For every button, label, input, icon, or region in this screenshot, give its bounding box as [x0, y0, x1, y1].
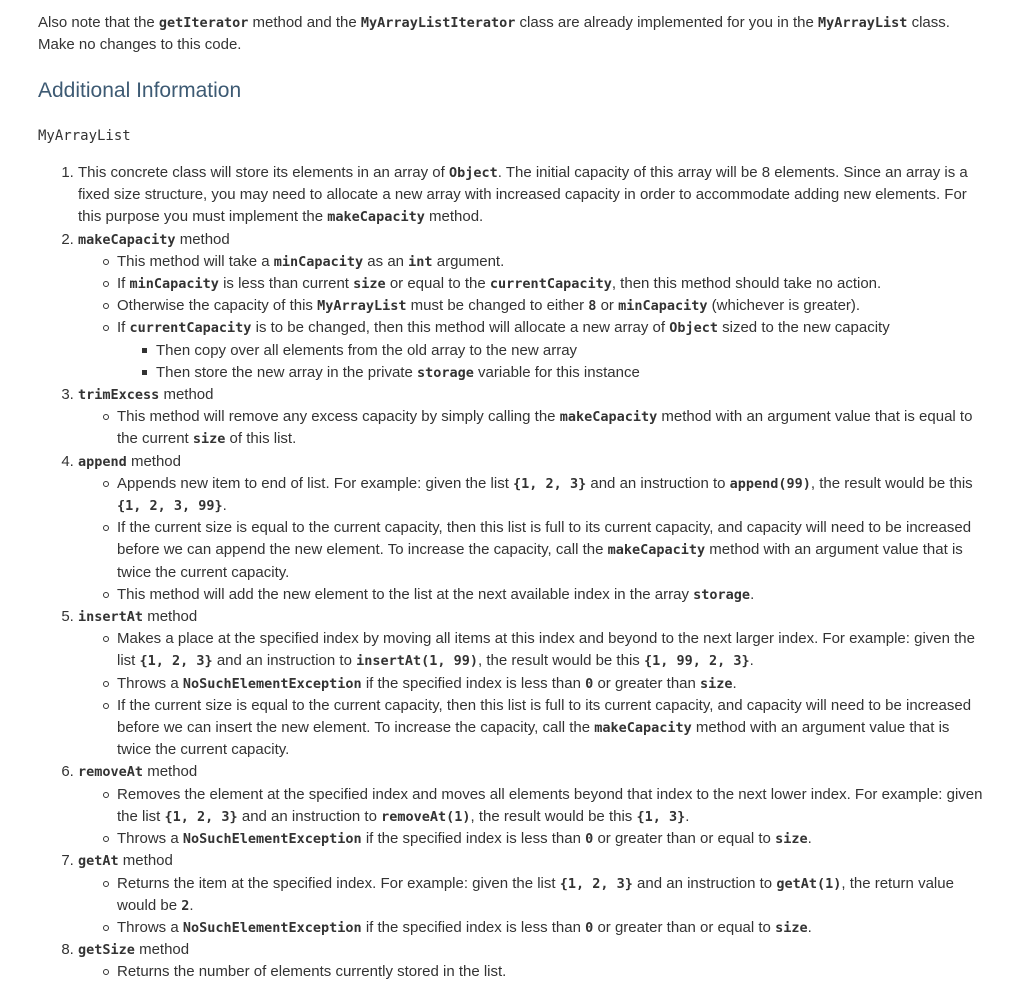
inline-code: 8 [588, 298, 597, 315]
bullet-item [117, 828, 986, 850]
bullet-item [117, 695, 986, 762]
text-segment: If [117, 275, 130, 293]
inline-code: 0 [585, 919, 594, 936]
inline-code: {1, 2, 3} [559, 875, 633, 892]
method-name: insertAt [78, 609, 144, 626]
inline-code: {1, 2, 3} [164, 808, 238, 825]
inline-code: NoSuchElementException [182, 831, 362, 848]
text-segment: This method will remove any excess capacity by simply calling the [117, 408, 560, 426]
bullet-list [78, 473, 986, 606]
list-item [78, 850, 986, 939]
method-name: trimExcess [78, 387, 160, 404]
section-heading: Additional Information [38, 79, 242, 102]
text-segment: method with an argument value that is twice the current capacity. [117, 541, 963, 581]
bullet-item [117, 628, 986, 672]
inline-code: {1, 2, 3} [139, 653, 213, 670]
text-segment: . [807, 918, 812, 936]
intro-text: class. Make no changes to this code. [38, 14, 950, 53]
text-segment: if the specified index is less than [361, 918, 586, 936]
text-segment: If [117, 319, 130, 337]
inline-code: append(99) [729, 475, 811, 492]
method-suffix: method [118, 852, 173, 870]
text-segment: Makes a place at the specified index by moving all items at this index and beyond to the next larger index. For example: given the list [117, 630, 975, 670]
intro-paragraph [38, 12, 986, 56]
method-suffix: method [175, 230, 230, 248]
list-item-text [78, 384, 986, 406]
bullet-item [117, 961, 986, 983]
text-segment: and an instruction to [632, 874, 777, 892]
bullet-item [117, 317, 986, 384]
list-item [78, 606, 986, 761]
method-name: getAt [78, 853, 119, 870]
text-segment: variable for this instance [473, 363, 640, 381]
method-name: removeAt [78, 764, 144, 781]
text-segment: or greater than or equal to [593, 918, 776, 936]
text-segment: or [596, 297, 619, 315]
list-item [78, 939, 986, 983]
text-segment: or equal to the [385, 275, 490, 293]
text-segment: Removes the element at the specified index and moves all elements beyond that index to the next lower index. For example: given the list [117, 785, 983, 825]
text-segment: and an instruction to [212, 652, 357, 670]
inline-code: 0 [585, 675, 594, 692]
text-segment: . [685, 807, 690, 825]
text-segment: Then copy over all elements from the old array to the new array [156, 341, 578, 359]
inline-code: minCapacity [618, 298, 708, 315]
intro-text: class are already implemented for you in the [515, 14, 819, 31]
bullet-list [78, 784, 986, 851]
text-segment: Throws a [117, 674, 183, 692]
method-name: makeCapacity [78, 231, 176, 248]
text-segment: argument. [432, 252, 505, 270]
inline-code: getAt(1) [776, 875, 842, 892]
inline-code: makeCapacity [559, 409, 658, 426]
text-segment: is to be changed, then this method will allocate a new array of [251, 319, 670, 337]
inline-code: minCapacity [129, 276, 219, 293]
list-item [78, 384, 986, 451]
inline-code: int [408, 253, 433, 270]
list-item-text [78, 761, 986, 783]
text-segment: or greater than or equal to [593, 830, 776, 848]
text-segment: , then this method should take no action. [611, 275, 882, 293]
bullet-item [117, 295, 986, 317]
sub-bullet-item [156, 362, 986, 384]
text-segment: (whichever is greater). [707, 297, 861, 315]
inline-code: size [775, 831, 808, 848]
inline-code: removeAt(1) [381, 808, 471, 825]
bullet-list [78, 251, 986, 384]
text-segment: method with an argument value that is equal to the current [117, 408, 973, 448]
method-suffix: method [159, 386, 214, 404]
bullet-list [78, 961, 986, 983]
text-segment: if the specified index is less than [361, 830, 586, 848]
inline-code: 2 [181, 897, 190, 914]
inline-code: NoSuchElementException [182, 675, 362, 692]
text-segment: This concrete class will store its elements in an array of [78, 164, 449, 181]
inline-code: makeCapacity [327, 209, 425, 226]
sub-bullet-list [117, 340, 986, 384]
list-item [78, 451, 986, 606]
text-segment: . [222, 497, 227, 515]
text-segment: . The initial capacity of this array will be 8 elements. Since an array is a fixed size structure, you may need to allocate a new array with increased capacity in order to accommodate adding new elements. For this purpose you must implement the [78, 164, 968, 226]
text-segment: Throws a [117, 918, 183, 936]
inline-code: {1, 2, 3} [513, 475, 587, 492]
bullet-item [117, 517, 986, 584]
intro-code: MyArrayList [818, 15, 908, 31]
bullet-item [117, 873, 986, 917]
bullet-list [78, 628, 986, 761]
text-segment: . [189, 896, 194, 914]
bullet-item [117, 584, 986, 606]
method-suffix: method [143, 608, 198, 626]
list-item-text [78, 939, 986, 961]
text-segment: Then store the new array in the private [156, 363, 417, 381]
text-segment: must be changed to either [406, 297, 589, 315]
list-item [78, 229, 986, 384]
inline-code: 0 [585, 831, 594, 848]
inline-code: {1, 2, 3, 99} [117, 498, 223, 515]
text-segment: Otherwise the capacity of this [117, 297, 318, 315]
text-segment: Appends new item to end of list. For example: given the list [117, 474, 514, 492]
method-name: append [78, 453, 127, 470]
class-name: MyArrayList [38, 128, 131, 144]
list-item-text [78, 850, 986, 872]
text-segment: , the result would be this [470, 807, 637, 825]
inline-code: storage [693, 586, 751, 603]
text-segment: or greater than [593, 674, 701, 692]
text-segment: This method will add the new element to the list at the next available index in the array [117, 585, 694, 603]
text-segment: Throws a [117, 830, 183, 848]
bullet-item [117, 917, 986, 939]
text-segment: Returns the item at the specified index. For example: given the list [117, 874, 560, 892]
inline-code: NoSuchElementException [182, 919, 362, 936]
text-segment: and an instruction to [586, 474, 730, 492]
text-segment: and an instruction to [237, 807, 382, 825]
sub-bullet-item [156, 340, 986, 362]
inline-code: size [775, 919, 808, 936]
inline-code: Object [448, 165, 498, 181]
inline-code: size [192, 431, 226, 448]
bullet-item [117, 273, 986, 295]
bullet-item [117, 251, 986, 273]
method-suffix: method [134, 941, 190, 959]
intro-text: method and the [248, 14, 361, 31]
bullet-list [78, 406, 986, 450]
text-segment: , the result would be this [810, 474, 973, 492]
inline-code: makeCapacity [594, 720, 692, 737]
text-segment: if the specified index is less than [361, 674, 586, 692]
bullet-item [117, 673, 986, 695]
bullet-item [117, 406, 986, 450]
inline-code: currentCapacity [129, 320, 252, 337]
method-suffix: method [126, 452, 181, 470]
text-segment: If the current size is equal to the current capacity, then this list is full to its current capacity, and capacity will need to be increased before we can append the new element. To increase the capacity, call the [117, 519, 972, 559]
inline-code: MyArrayList [317, 298, 407, 315]
method-suffix: method [143, 763, 198, 781]
text-segment: . [732, 674, 737, 692]
list-item [78, 761, 986, 850]
list-item-text [78, 162, 986, 229]
method-name: getSize [78, 942, 135, 959]
intro-code: MyArrayListIterator [360, 15, 516, 31]
text-segment: of this list. [225, 430, 297, 448]
text-segment: . [750, 585, 755, 603]
intro-code: getIterator [158, 15, 249, 31]
list-item [78, 162, 986, 229]
intro-text: Also note that the [38, 14, 159, 31]
text-segment: sized to the new capacity [717, 319, 890, 337]
text-segment: method. [424, 208, 484, 226]
text-segment: This method will take a [117, 252, 274, 270]
bullet-item [117, 473, 986, 517]
text-segment: , the return value would be [117, 874, 954, 914]
inline-code: size [353, 276, 386, 293]
text-segment: . [807, 830, 812, 848]
text-segment: method with an argument value that is twice the current capacity. [117, 719, 950, 759]
inline-code: makeCapacity [607, 542, 706, 559]
bullet-item [117, 784, 986, 828]
list-item-text [78, 229, 986, 251]
text-segment: , the result would be this [478, 652, 644, 670]
list-item-text [78, 606, 986, 628]
inline-code: size [700, 675, 733, 692]
inline-code: {1, 3} [636, 808, 686, 825]
inline-code: Object [669, 320, 718, 337]
inline-code: currentCapacity [489, 276, 612, 293]
inline-code: minCapacity [273, 253, 364, 270]
text-segment: If the current size is equal to the current capacity, then this list is full to its current capacity, and capacity will need to be increased before we can insert the new element. To increase the capacity, call the [117, 696, 972, 737]
text-segment: as an [363, 252, 409, 270]
bullet-list [78, 873, 986, 940]
text-segment: . [749, 652, 754, 670]
text-segment: Returns the number of elements currently stored in the list. [117, 963, 507, 981]
text-segment: is less than current [218, 275, 354, 293]
inline-code: {1, 99, 2, 3} [643, 653, 750, 670]
inline-code: insertAt(1, 99) [356, 653, 479, 670]
list-item-text [78, 451, 986, 473]
inline-code: storage [416, 364, 474, 381]
method-list [38, 162, 986, 984]
